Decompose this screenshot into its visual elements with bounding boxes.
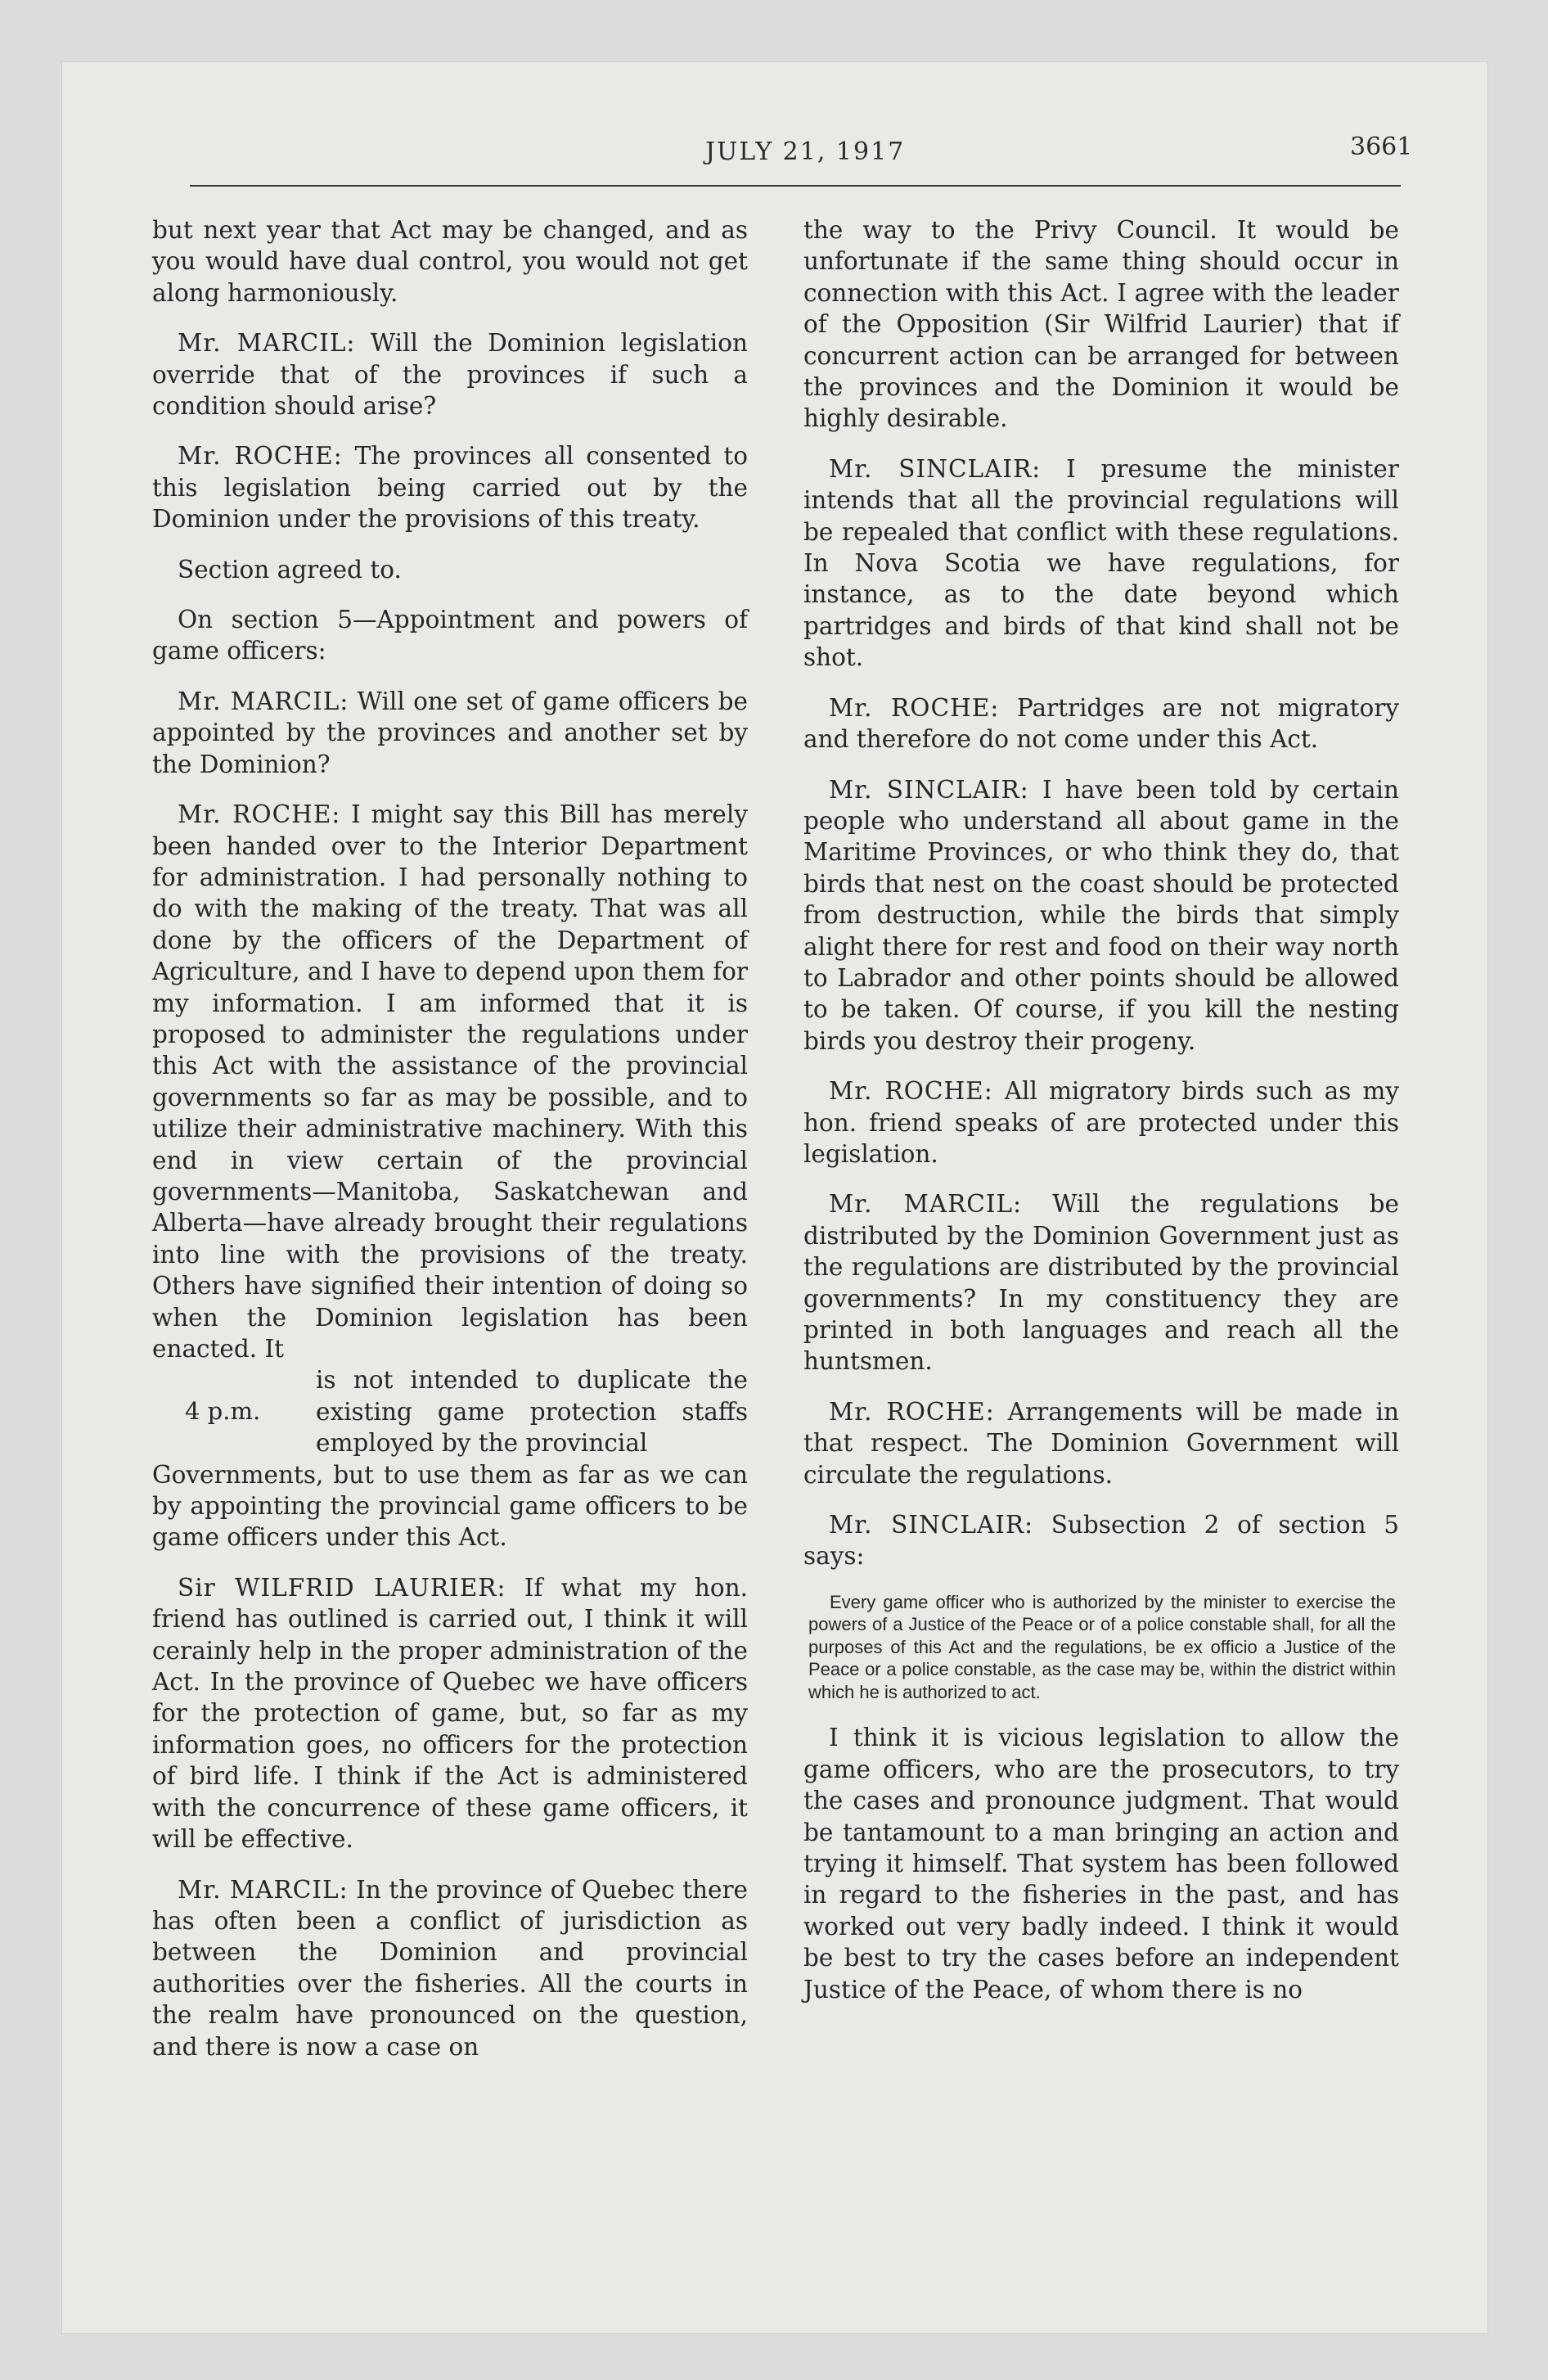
speech-text: In the province of Quebec there has often been a conflict of jurisdiction as between the Dominion and provincial authorities over the fisheries. All the courts in the realm have pronounced on the question, and there is now a case on [152, 1875, 749, 2061]
speaker-name: Mr. SINCLAIR: [829, 775, 1029, 804]
right-column [803, 214, 1399, 2024]
paragraph [803, 1188, 1399, 1377]
speaker-name: Mr. ROCHE: [829, 1077, 993, 1106]
speaker-name: Mr. ROCHE: [178, 800, 341, 829]
speech-text: Arrangements will be made in that respect. The Dominion Government will circulate the regulations. [803, 1397, 1399, 1489]
speech-text: All migratory birds such as my hon. friend speaks of are protected under this legislation. [803, 1077, 1399, 1168]
speech-text: Subsection 2 of section 5 says: [803, 1511, 1399, 1571]
paragraph [152, 799, 748, 1364]
speaker-name: Mr. ROCHE: [829, 1397, 995, 1426]
speech-text: Will the regulations be distributed by the Dominion Government just as the regulations are distributed by the provincial governments? In my constituency they are printed in both languages and reach all the huntsmen. [803, 1190, 1400, 1376]
paragraph: Section agreed to. [178, 555, 402, 584]
paragraph: I think it is vicious legislation to allow the game officers, who are the prosecutors, to try the cases and pronounce judgment. That would be tantamount to a man bringing an action and trying it himself. That system has been followed in regard to the fisheries in the past, and has worked out very badly indeed. I think it would be best to try the cases before an independent Justice of the Peace, of whom there is no [803, 1724, 1399, 2004]
page-header [0, 0, 1548, 196]
speaker-name: Mr. MARCIL: [829, 1190, 1023, 1219]
speech-text: If what my hon. friend has outlined is carried out, I think it will cerainly help in the proper administration of the Act. In the province of Quebec we have officers for the protection of game, but, so far as my information goes, no officers for the protection of bird life. I think if the Act is administered with the concurrence of these game officers, it will be effective. [152, 1573, 748, 1854]
speaker-name: Sir WILFRID LAURIER: [178, 1573, 506, 1602]
paragraph [803, 774, 1399, 1057]
margin-gutter [152, 1364, 316, 1458]
speaker-name: Mr. ROCHE: [829, 693, 1000, 722]
paragraph [803, 453, 1399, 674]
page-number: 3661 [1350, 133, 1413, 161]
speaker-name: Mr. SINCLAIR: [829, 1511, 1034, 1539]
speaker-name: Mr. MARCIL: [178, 329, 356, 358]
paragraph [152, 1874, 748, 2062]
paragraph [803, 1075, 1399, 1170]
speech-text: Will one set of game officers be appointed by the provinces and another set by the Dominion? [152, 687, 748, 778]
speech-text: I might say this Bill has merely been handed over to the Interior Department for administration. I had personally nothing to do with the making of the treaty. That was all done by the officers of the Department of Agriculture, and I have to depend upon them for my information. I am informed that it is proposed to administer the regulations under this Act with the assistance of the provincial governments so far as may be possible, and to utilize their administrative machinery. With this end in view certain of the provincial governments—Manitoba, Saskatchewan and Alberta—have already brought their regulations into line with the provisions of the treaty. Others have signified their intention of doing so when the Dominion legislation has been enacted. It [152, 800, 748, 1363]
margin-time-note: 4 p.m. [185, 1397, 261, 1426]
paragraph [803, 692, 1399, 755]
paragraph [152, 1572, 748, 1855]
paragraph [152, 440, 748, 534]
left-column [152, 214, 748, 2081]
paragraph [803, 1396, 1399, 1490]
speaker-name: Mr. MARCIL: [178, 1875, 349, 1904]
paragraph-continuation: is not intended to duplicate the existing game protection staffs employed by the provincial [316, 1366, 748, 1458]
paragraph: but next year that Act may be changed, and as you would have dual control, you would not get along harmoniously. [152, 216, 748, 307]
paragraph [152, 686, 748, 780]
speech-text: The provinces all consented to this legislation being carried out by the Dominion under the provisions of this treaty. [152, 442, 748, 534]
paragraph-continuation: Governments, but to use them as far as we can by appointing the provincial game officers to be game officers under this Act. [152, 1460, 748, 1552]
header-rule [190, 185, 1401, 187]
paragraph: the way to the Privy Council. It would be unfortunate if the same thing should occur in connection with this Act. I agree with the leader of the Opposition (Sir Wilfrid Laurier) that if concurrent action can be arranged for between the provinces and the Dominion it would be highly desirable. [803, 216, 1399, 433]
speech-text: I have been told by certain people who understand all about game in the Maritime Provinces, or who think they do, that birds that nest on the coast should be protected from destruction, while the birds that simply alight there for rest and food on their way north to Labrador and other points should be allowed to be taken. Of course, if you kill the nesting birds you destroy their progeny. [803, 775, 1399, 1055]
speech-text: I presume the minister intends that all the provincial regulations will be repealed that conflict with these regulations. In Nova Scotia we have regulations, for instance, as to the date beyond which partridges and birds of that kind shall not be shot. [803, 454, 1399, 672]
speaker-name: Mr. SINCLAIR: [829, 454, 1042, 483]
section-heading: On section 5—Appointment and powers of game officers: [152, 606, 748, 665]
paragraph [152, 327, 748, 421]
running-date: JULY 21, 1917 [705, 137, 906, 166]
speaker-name: Mr. MARCIL: [178, 687, 349, 715]
speech-text: Will the Dominion legislation override that of the provinces if such a condition should arise? [152, 329, 748, 421]
margin-note-block [152, 1364, 748, 1458]
paragraph [803, 1509, 1399, 1572]
speech-text: Partridges are not migratory and therefore do not come under this Act. [803, 693, 1399, 754]
speaker-name: Mr. ROCHE: [178, 442, 343, 471]
quoted-subsection: Every game officer who is authorized by the minister to exercise the powers of a Justice of the Peace or of a police constable shall, for all the purposes of this Act and the regulations, be ex officio a Justice of the Peace or a police constable, as the case may be, within the district within which he is authorized to act. [808, 1591, 1396, 1702]
